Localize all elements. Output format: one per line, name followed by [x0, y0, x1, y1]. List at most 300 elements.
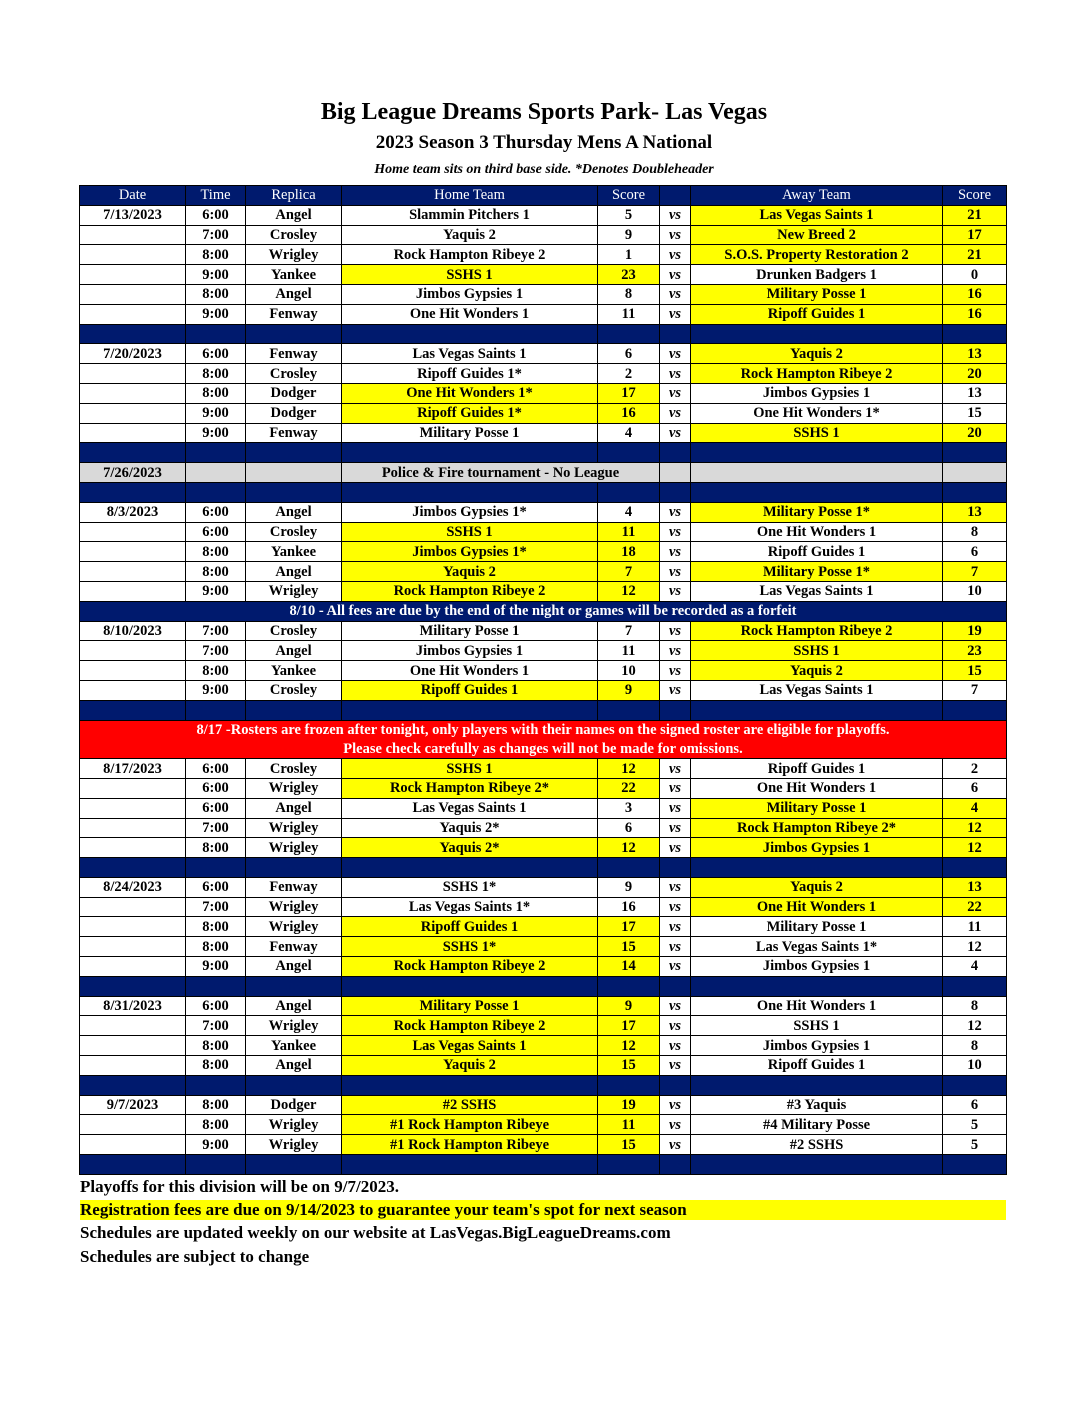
- game-replica: Yankee: [246, 542, 342, 562]
- away-score: 7: [943, 562, 1007, 582]
- page-subtitle: 2023 Season 3 Thursday Mens A National: [375, 132, 713, 153]
- away-team: #4 Military Posse: [691, 1115, 943, 1135]
- game-replica: Crosley: [246, 364, 342, 384]
- game-time: 9:00: [186, 957, 246, 977]
- game-row: [80, 818, 1007, 838]
- separator-cell: [186, 700, 246, 720]
- game-vs: vs: [660, 344, 691, 364]
- away-team: Ripoff Guides 1: [691, 1056, 943, 1076]
- away-score: 19: [943, 621, 1007, 641]
- game-row: [80, 383, 1007, 403]
- game-vs: vs: [660, 562, 691, 582]
- footer-disclaimer: Schedules are subject to change: [80, 1247, 310, 1266]
- away-score: 13: [943, 877, 1007, 897]
- game-vs: vs: [660, 641, 691, 661]
- away-team: Las Vegas Saints 1: [691, 581, 943, 601]
- home-score: 6: [598, 818, 660, 838]
- game-time: 6:00: [186, 778, 246, 798]
- away-score: 15: [943, 403, 1007, 423]
- game-time: 8:00: [186, 917, 246, 937]
- game-row: [80, 838, 1007, 858]
- game-date: [80, 225, 186, 245]
- alert-row: [80, 720, 1007, 739]
- home-team: #2 SSHS: [342, 1095, 598, 1115]
- separator-cell: [943, 1075, 1007, 1095]
- separator-cell: [943, 976, 1007, 996]
- game-replica: Dodger: [246, 403, 342, 423]
- home-score: 6: [598, 344, 660, 364]
- game-row: [80, 798, 1007, 818]
- game-row: [80, 522, 1007, 542]
- separator-cell: [598, 324, 660, 344]
- away-score: 23: [943, 641, 1007, 661]
- away-team: Yaquis 2: [691, 661, 943, 681]
- game-time: 6:00: [186, 996, 246, 1016]
- away-team: S.O.S. Property Restoration 2: [691, 245, 943, 265]
- game-time: 6:00: [186, 344, 246, 364]
- game-vs: vs: [660, 364, 691, 384]
- separator-cell: [691, 1075, 943, 1095]
- game-vs: vs: [660, 403, 691, 423]
- home-team: #1 Rock Hampton Ribeye: [342, 1135, 598, 1155]
- away-score: 11: [943, 917, 1007, 937]
- away-score: 6: [943, 1095, 1007, 1115]
- separator-row: [80, 1075, 1007, 1095]
- home-score: 17: [598, 383, 660, 403]
- game-date: [80, 838, 186, 858]
- game-vs: vs: [660, 1115, 691, 1135]
- game-replica: Wrigley: [246, 1016, 342, 1036]
- home-team: Las Vegas Saints 1: [342, 344, 598, 364]
- game-replica: Angel: [246, 1056, 342, 1076]
- game-replica: Crosley: [246, 680, 342, 700]
- game-date: [80, 1056, 186, 1076]
- separator-cell: [598, 1155, 660, 1175]
- separator-cell: [943, 443, 1007, 463]
- game-replica: Angel: [246, 641, 342, 661]
- away-team: SSHS 1: [691, 641, 943, 661]
- game-row: [80, 897, 1007, 917]
- game-row: [80, 502, 1007, 522]
- separator-cell: [246, 443, 342, 463]
- game-vs: vs: [660, 304, 691, 324]
- game-replica: Wrigley: [246, 1135, 342, 1155]
- game-time: 6:00: [186, 205, 246, 225]
- game-replica: Wrigley: [246, 917, 342, 937]
- game-row: [80, 423, 1007, 443]
- home-team: One Hit Wonders 1: [342, 304, 598, 324]
- col-header-replica: Replica: [246, 186, 342, 206]
- game-vs: vs: [660, 522, 691, 542]
- separator-cell: [246, 976, 342, 996]
- game-replica: Angel: [246, 996, 342, 1016]
- home-team: Las Vegas Saints 1*: [342, 897, 598, 917]
- away-score: 7: [943, 680, 1007, 700]
- home-score: 12: [598, 581, 660, 601]
- game-replica: Angel: [246, 205, 342, 225]
- game-date: [80, 284, 186, 304]
- away-team: [691, 463, 943, 483]
- game-vs: vs: [660, 661, 691, 681]
- col-header-away-score: Score: [943, 186, 1007, 206]
- away-team: Drunken Badgers 1: [691, 265, 943, 285]
- game-date: 7/26/2023: [80, 463, 186, 483]
- home-team: Yaquis 2: [342, 1056, 598, 1076]
- home-score: 7: [598, 562, 660, 582]
- game-replica: Crosley: [246, 522, 342, 542]
- game-row: [80, 661, 1007, 681]
- home-score: 8: [598, 284, 660, 304]
- game-replica: Crosley: [246, 759, 342, 779]
- game-time: 9:00: [186, 423, 246, 443]
- game-replica: Wrigley: [246, 838, 342, 858]
- game-replica: Yankee: [246, 1036, 342, 1056]
- game-date: [80, 1135, 186, 1155]
- separator-cell: [342, 976, 598, 996]
- game-replica: Angel: [246, 284, 342, 304]
- home-score: 12: [598, 1036, 660, 1056]
- away-score: 13: [943, 383, 1007, 403]
- game-time: 9:00: [186, 1135, 246, 1155]
- home-team: Jimbos Gypsies 1*: [342, 542, 598, 562]
- game-vs: vs: [660, 284, 691, 304]
- away-team: #3 Yaquis: [691, 1095, 943, 1115]
- game-date: [80, 562, 186, 582]
- page-title: Big League Dreams Sports Park- Las Vegas: [320, 99, 768, 125]
- home-score: 12: [598, 759, 660, 779]
- home-team: Rock Hampton Ribeye 2: [342, 245, 598, 265]
- game-date: 7/13/2023: [80, 205, 186, 225]
- col-header-away-team: Away Team: [691, 186, 943, 206]
- game-row: [80, 759, 1007, 779]
- game-row: [80, 937, 1007, 957]
- separator-cell: [80, 324, 186, 344]
- home-team: Rock Hampton Ribeye 2*: [342, 778, 598, 798]
- game-time: 6:00: [186, 502, 246, 522]
- game-replica: Angel: [246, 957, 342, 977]
- home-score: 11: [598, 522, 660, 542]
- game-row: [80, 562, 1007, 582]
- separator-cell: [80, 443, 186, 463]
- away-team: SSHS 1: [691, 423, 943, 443]
- away-team: Las Vegas Saints 1*: [691, 937, 943, 957]
- game-time: [186, 463, 246, 483]
- away-score: 22: [943, 897, 1007, 917]
- game-row: [80, 1115, 1007, 1135]
- home-team: Yaquis 2: [342, 562, 598, 582]
- game-date: [80, 542, 186, 562]
- away-score: 10: [943, 581, 1007, 601]
- home-score: 9: [598, 225, 660, 245]
- away-score: 17: [943, 225, 1007, 245]
- game-date: [80, 1036, 186, 1056]
- home-score: 11: [598, 641, 660, 661]
- game-time: 8:00: [186, 562, 246, 582]
- game-row: [80, 364, 1007, 384]
- separator-row: [80, 443, 1007, 463]
- away-score: 5: [943, 1115, 1007, 1135]
- game-replica: Wrigley: [246, 778, 342, 798]
- game-row: [80, 680, 1007, 700]
- away-team: One Hit Wonders 1: [691, 778, 943, 798]
- col-header-date: Date: [80, 186, 186, 206]
- game-vs: vs: [660, 1056, 691, 1076]
- game-replica: Fenway: [246, 877, 342, 897]
- col-header-home-score: Score: [598, 186, 660, 206]
- separator-cell: [598, 858, 660, 878]
- game-time: 8:00: [186, 937, 246, 957]
- away-team: Military Posse 1: [691, 917, 943, 937]
- home-team: Jimbos Gypsies 1: [342, 641, 598, 661]
- game-vs: vs: [660, 798, 691, 818]
- separator-row: [80, 324, 1007, 344]
- footer-playoffs: Playoffs for this division will be on 9/7/2023.: [80, 1177, 399, 1196]
- away-team: Military Posse 1: [691, 798, 943, 818]
- game-replica: Angel: [246, 502, 342, 522]
- game-date: [80, 364, 186, 384]
- game-vs: vs: [660, 937, 691, 957]
- separator-cell: [660, 1075, 691, 1095]
- game-row: [80, 1036, 1007, 1056]
- separator-row: [80, 976, 1007, 996]
- game-time: 6:00: [186, 522, 246, 542]
- separator-cell: [342, 1155, 598, 1175]
- alert-text: 8/17 -Rosters are frozen after tonight, only players with their names on the signed roster are eligible for playoffs.: [80, 720, 1007, 739]
- game-date: [80, 897, 186, 917]
- home-score: 15: [598, 937, 660, 957]
- separator-cell: [246, 858, 342, 878]
- home-score: 11: [598, 1115, 660, 1135]
- away-score: 12: [943, 838, 1007, 858]
- game-date: [80, 522, 186, 542]
- home-score: 2: [598, 364, 660, 384]
- game-time: 8:00: [186, 245, 246, 265]
- table-header-row: [80, 186, 1007, 206]
- game-date: 8/3/2023: [80, 502, 186, 522]
- home-score: 9: [598, 877, 660, 897]
- notice-text: 8/10 - All fees are due by the end of the night or games will be recorded as a forfeit: [80, 601, 1007, 621]
- away-score: 13: [943, 344, 1007, 364]
- game-date: [80, 641, 186, 661]
- separator-cell: [598, 1075, 660, 1095]
- game-time: 9:00: [186, 304, 246, 324]
- separator-cell: [691, 324, 943, 344]
- separator-cell: [598, 700, 660, 720]
- game-time: 8:00: [186, 1056, 246, 1076]
- separator-cell: [80, 858, 186, 878]
- game-date: 8/31/2023: [80, 996, 186, 1016]
- game-row: [80, 917, 1007, 937]
- separator-cell: [691, 700, 943, 720]
- game-time: 7:00: [186, 818, 246, 838]
- game-date: 8/24/2023: [80, 877, 186, 897]
- schedule-table: [79, 185, 1007, 1175]
- away-score: 6: [943, 778, 1007, 798]
- separator-cell: [598, 482, 660, 502]
- alert-row: [80, 739, 1007, 758]
- separator-cell: [342, 858, 598, 878]
- separator-cell: [342, 482, 598, 502]
- game-vs: vs: [660, 205, 691, 225]
- away-team: Military Posse 1: [691, 284, 943, 304]
- col-header-vs: [660, 186, 691, 206]
- home-team: One Hit Wonders 1: [342, 661, 598, 681]
- home-team: Military Posse 1: [342, 996, 598, 1016]
- separator-cell: [691, 443, 943, 463]
- game-vs: vs: [660, 818, 691, 838]
- away-score: 12: [943, 937, 1007, 957]
- game-time: 7:00: [186, 897, 246, 917]
- game-row: [80, 304, 1007, 324]
- separator-row: [80, 482, 1007, 502]
- separator-cell: [943, 858, 1007, 878]
- home-team: SSHS 1: [342, 759, 598, 779]
- separator-cell: [342, 1075, 598, 1095]
- home-team: Rock Hampton Ribeye 2: [342, 581, 598, 601]
- game-replica: Fenway: [246, 304, 342, 324]
- separator-cell: [660, 1155, 691, 1175]
- separator-cell: [660, 482, 691, 502]
- separator-cell: [342, 700, 598, 720]
- home-score: 17: [598, 917, 660, 937]
- away-team: Rock Hampton Ribeye 2: [691, 621, 943, 641]
- away-team: Jimbos Gypsies 1: [691, 838, 943, 858]
- game-vs: vs: [660, 996, 691, 1016]
- game-time: 9:00: [186, 680, 246, 700]
- game-date: 9/7/2023: [80, 1095, 186, 1115]
- game-time: 8:00: [186, 364, 246, 384]
- game-date: 8/10/2023: [80, 621, 186, 641]
- separator-cell: [186, 976, 246, 996]
- game-time: 7:00: [186, 641, 246, 661]
- away-team: One Hit Wonders 1: [691, 522, 943, 542]
- game-vs: vs: [660, 621, 691, 641]
- game-row: [80, 344, 1007, 364]
- home-score: 1: [598, 245, 660, 265]
- separator-cell: [246, 1155, 342, 1175]
- away-score: 20: [943, 364, 1007, 384]
- away-team: Yaquis 2: [691, 877, 943, 897]
- game-vs: vs: [660, 383, 691, 403]
- game-vs: vs: [660, 265, 691, 285]
- game-vs: vs: [660, 917, 691, 937]
- away-team: Ripoff Guides 1: [691, 759, 943, 779]
- away-score: 8: [943, 522, 1007, 542]
- game-row: [80, 621, 1007, 641]
- game-replica: Wrigley: [246, 245, 342, 265]
- separator-cell: [186, 1155, 246, 1175]
- separator-row: [80, 858, 1007, 878]
- game-row: [80, 1056, 1007, 1076]
- away-score: 16: [943, 304, 1007, 324]
- game-replica: Crosley: [246, 225, 342, 245]
- home-score: 9: [598, 996, 660, 1016]
- game-time: 6:00: [186, 877, 246, 897]
- home-score: 22: [598, 778, 660, 798]
- game-time: 9:00: [186, 581, 246, 601]
- home-team: Jimbos Gypsies 1: [342, 284, 598, 304]
- separator-cell: [342, 443, 598, 463]
- game-date: [80, 818, 186, 838]
- away-team: Military Posse 1*: [691, 562, 943, 582]
- home-score: 19: [598, 1095, 660, 1115]
- game-vs: vs: [660, 838, 691, 858]
- away-score: 2: [943, 759, 1007, 779]
- home-team: SSHS 1*: [342, 937, 598, 957]
- away-score: 8: [943, 1036, 1007, 1056]
- game-replica: Fenway: [246, 423, 342, 443]
- game-row: [80, 641, 1007, 661]
- game-time: 6:00: [186, 798, 246, 818]
- game-date: [80, 245, 186, 265]
- game-replica: Crosley: [246, 621, 342, 641]
- separator-cell: [660, 700, 691, 720]
- away-score: 5: [943, 1135, 1007, 1155]
- away-score: 8: [943, 996, 1007, 1016]
- home-score: 5: [598, 205, 660, 225]
- separator-cell: [691, 482, 943, 502]
- separator-cell: [80, 976, 186, 996]
- game-date: [80, 957, 186, 977]
- home-team: Yaquis 2: [342, 225, 598, 245]
- game-date: [80, 778, 186, 798]
- game-replica: Wrigley: [246, 581, 342, 601]
- game-replica: Angel: [246, 562, 342, 582]
- away-team: One Hit Wonders 1: [691, 996, 943, 1016]
- away-team: Jimbos Gypsies 1: [691, 383, 943, 403]
- away-score: 4: [943, 798, 1007, 818]
- footer-website: Schedules are updated weekly on our website at LasVegas.BigLeagueDreams.com: [80, 1223, 671, 1242]
- home-team: SSHS 1: [342, 522, 598, 542]
- away-score: 12: [943, 818, 1007, 838]
- separator-cell: [691, 1155, 943, 1175]
- game-replica: Yankee: [246, 265, 342, 285]
- game-vs: vs: [660, 759, 691, 779]
- away-team: New Breed 2: [691, 225, 943, 245]
- game-date: [80, 383, 186, 403]
- footer-registration: Registration fees are due on 9/14/2023 to guarantee your team's spot for next season: [80, 1200, 1006, 1220]
- home-team: Las Vegas Saints 1: [342, 1036, 598, 1056]
- game-replica: Fenway: [246, 937, 342, 957]
- home-score: 9: [598, 680, 660, 700]
- game-date: [80, 917, 186, 937]
- game-date: [80, 798, 186, 818]
- game-row: [80, 225, 1007, 245]
- away-score: 10: [943, 1056, 1007, 1076]
- away-team: Las Vegas Saints 1: [691, 205, 943, 225]
- game-vs: vs: [660, 778, 691, 798]
- home-team: Rock Hampton Ribeye 2: [342, 957, 598, 977]
- home-score: 7: [598, 621, 660, 641]
- away-score: 15: [943, 661, 1007, 681]
- game-replica: Wrigley: [246, 897, 342, 917]
- no-league-row: [80, 463, 1007, 483]
- home-score: 15: [598, 1135, 660, 1155]
- game-vs: vs: [660, 225, 691, 245]
- game-row: [80, 265, 1007, 285]
- game-date: [80, 403, 186, 423]
- home-score: 11: [598, 304, 660, 324]
- away-score: 13: [943, 502, 1007, 522]
- home-team: Military Posse 1: [342, 621, 598, 641]
- away-score: [943, 463, 1007, 483]
- home-team: Ripoff Guides 1: [342, 680, 598, 700]
- separator-cell: [186, 858, 246, 878]
- game-date: [80, 1016, 186, 1036]
- separator-cell: [660, 324, 691, 344]
- away-score: 6: [943, 542, 1007, 562]
- game-vs: vs: [660, 245, 691, 265]
